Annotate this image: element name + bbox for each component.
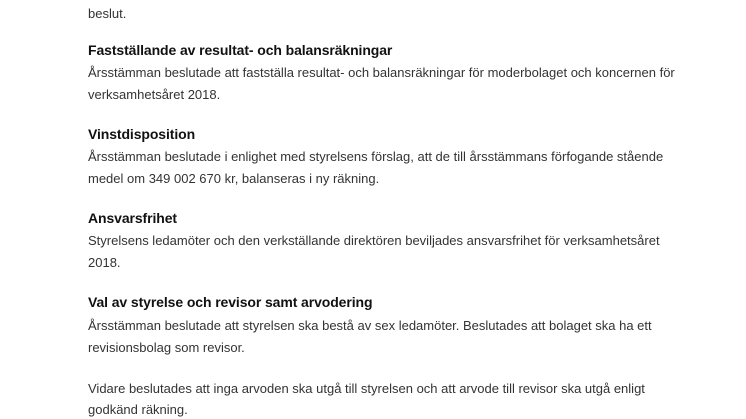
section-body-line: revisionsbolag som revisor. — [88, 340, 245, 355]
section-heading-resultat: Fastställande av resultat- och balansräkningar — [88, 42, 393, 58]
section-heading-vinstdisposition: Vinstdisposition — [88, 126, 196, 142]
intro-tail-text: beslut. — [88, 6, 127, 21]
section-body-line: medel om 349 002 670 kr, balanseras i ny räkning. — [88, 171, 380, 186]
section-body-line: 2018. — [88, 255, 121, 270]
section-heading-ansvarsfrihet: Ansvarsfrihet — [88, 210, 177, 226]
section-body-line: godkänd räkning. — [88, 402, 188, 417]
section-body-line: Årsstämman beslutade i enlighet med styrelsens förslag, att de till årsstämmans förfogande stående — [88, 149, 664, 164]
section-body-line: Vidare beslutades att inga arvoden ska utgå till styrelsen och att arvode till revisor ska utgå enligt — [88, 381, 645, 396]
section-body-line: Årsstämman beslutade att styrelsen ska bestå av sex ledamöter. Beslutades att bolaget ska ha ett — [88, 318, 652, 333]
section-heading-val-av-styrelse: Val av styrelse och revisor samt arvodering — [88, 294, 373, 310]
section-body-line: Årsstämman beslutade att fastställa resultat- och balansräkningar för moderbolaget och koncernen för — [88, 65, 675, 80]
section-body-line: Styrelsens ledamöter och den verkställande direktören beviljades ansvarsfrihet för verksamhetsåret — [88, 233, 660, 248]
section-body-line: verksamhetsåret 2018. — [88, 87, 221, 102]
